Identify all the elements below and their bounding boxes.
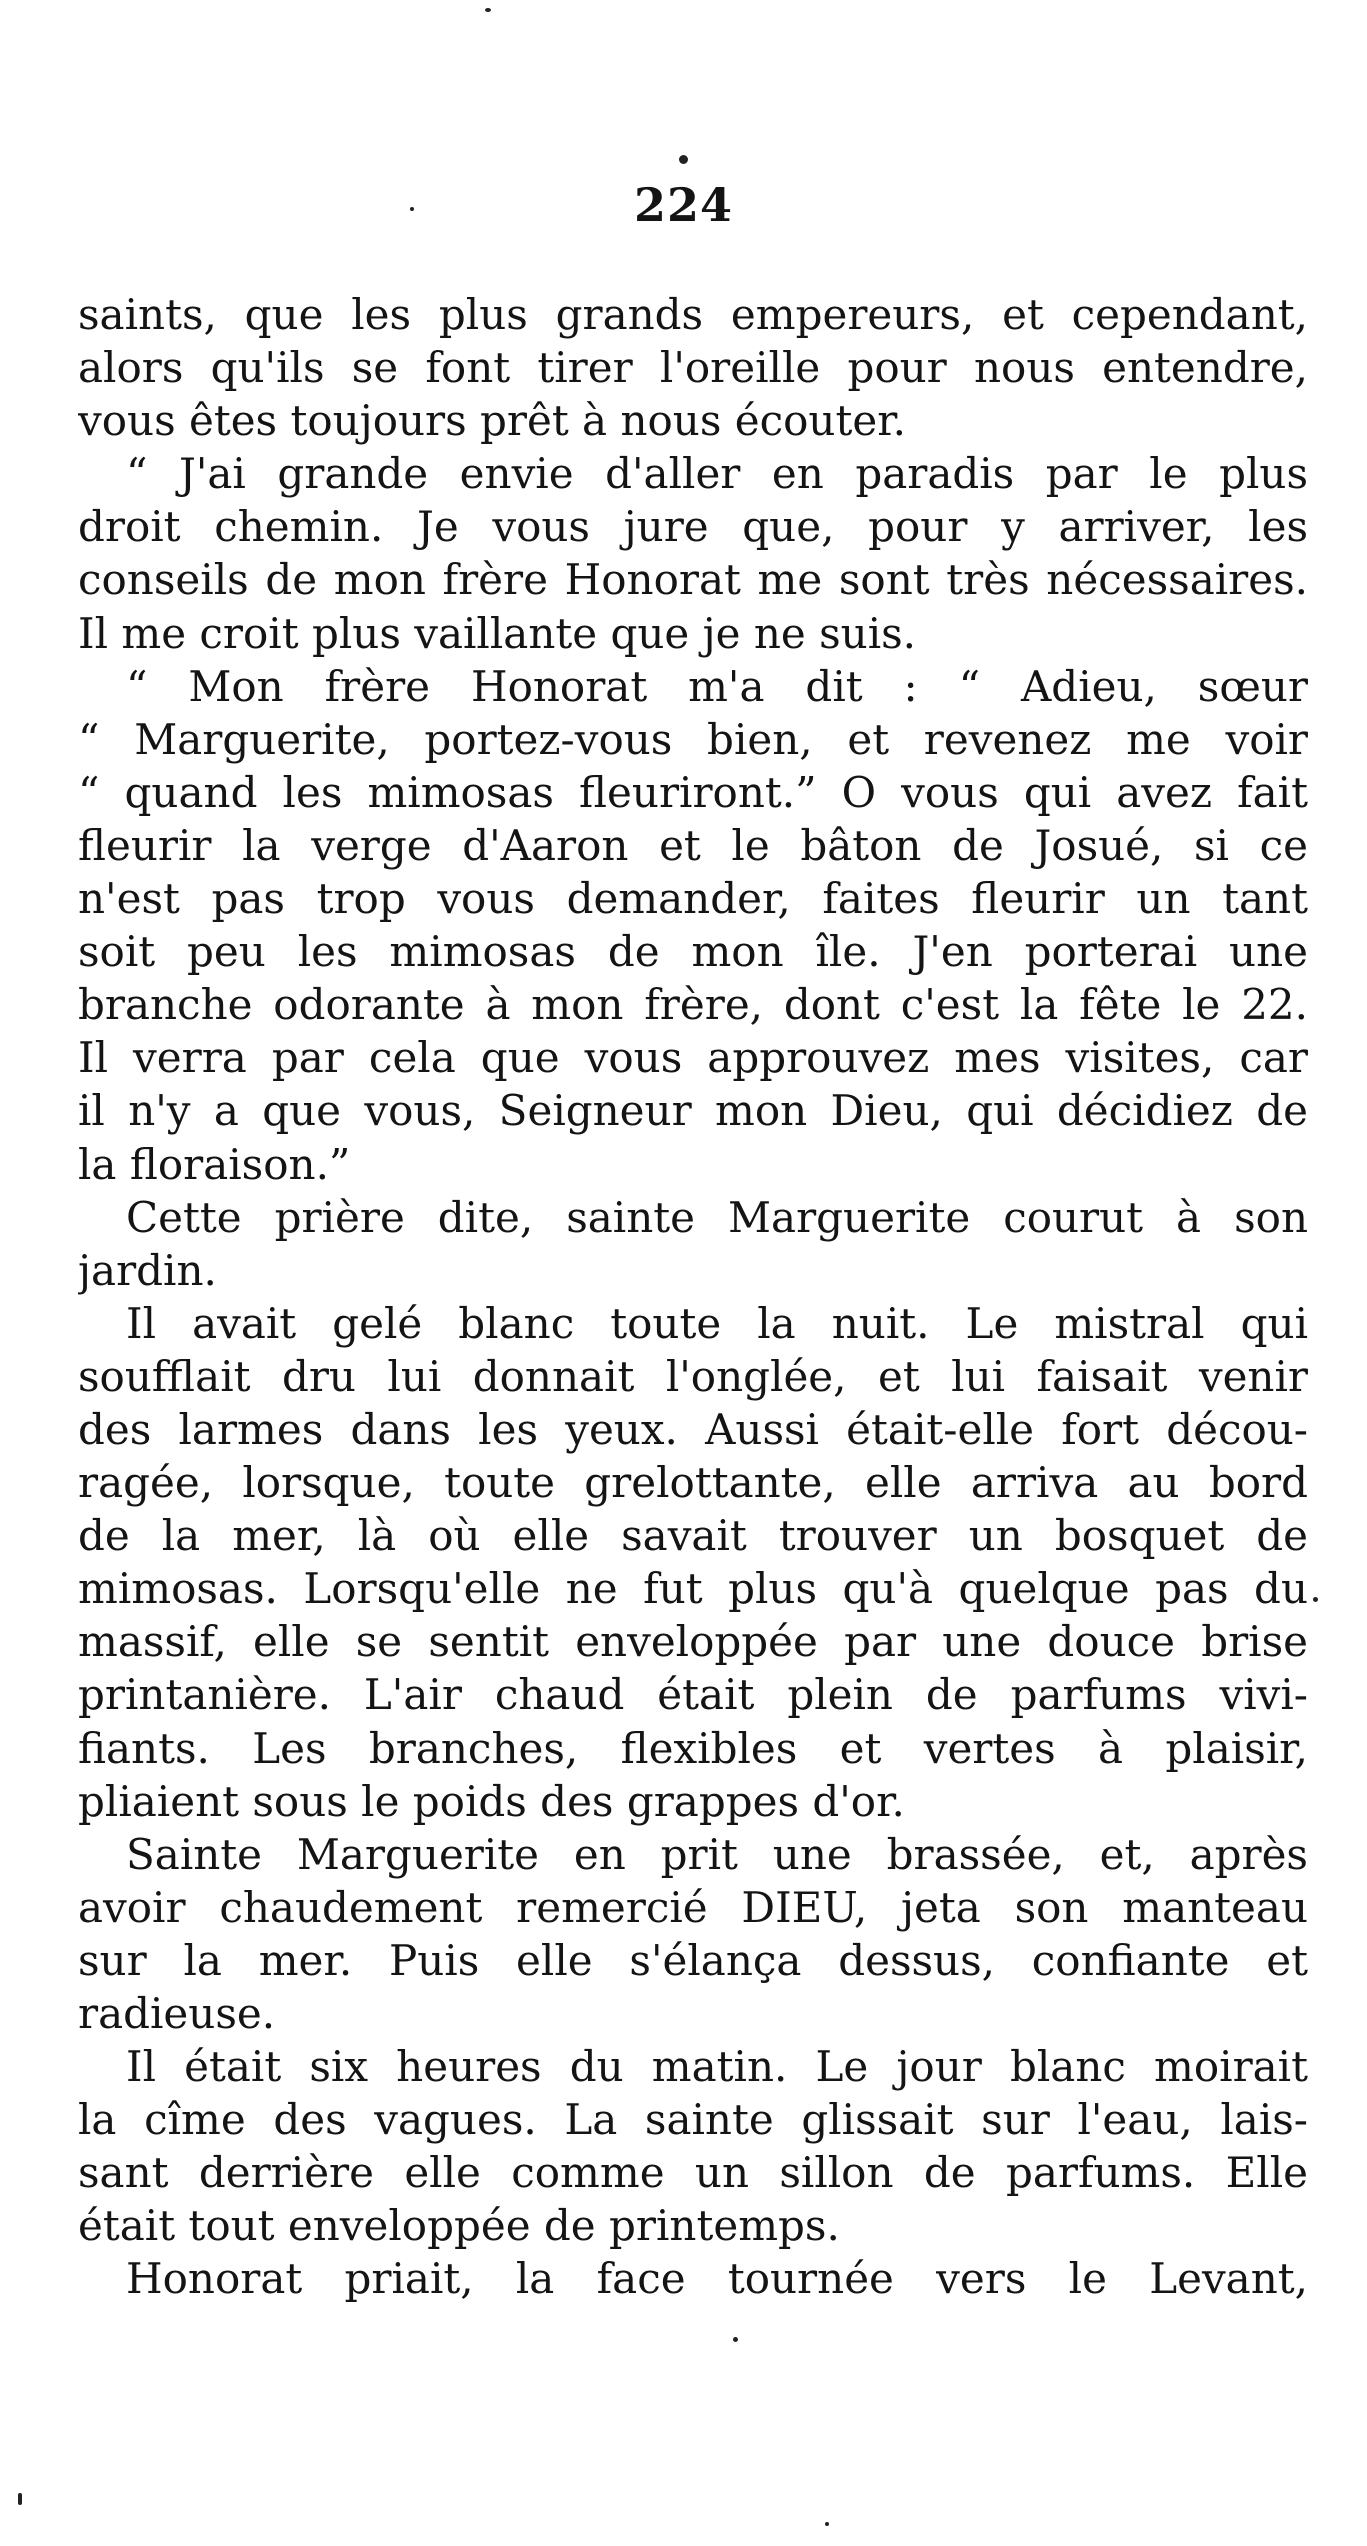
text-line: sur la mer. Puis elle s'élança dessus, confiante et [78, 1935, 1308, 1985]
text-line: Sainte Marguerite en prit une brassée, et, après [126, 1829, 1308, 1879]
text-line: n'est pas trop vous demander, faites fleurir un tant [78, 874, 1308, 924]
ink-speck [825, 2522, 829, 2526]
text-line: radieuse. [78, 1989, 276, 2038]
text-line: printanière. L'air chaud était plein de parfums vivi- [78, 1670, 1308, 1720]
text-line: Il me croit plus vaillante que je ne suis. [78, 608, 917, 658]
text-line: “ J'ai grande envie d'aller en paradis par le plus [126, 449, 1308, 499]
text-line: fleurir la verge d'Aaron et le bâton de Josué, si ce [78, 820, 1308, 870]
text-line: des larmes dans les yeux. Aussi était-elle fort décou- [78, 1404, 1308, 1454]
text-line: conseils de mon frère Honorat me sont très nécessaires. [78, 555, 1308, 605]
ink-speck [1313, 1597, 1318, 1602]
text-line: Il avait gelé blanc toute la nuit. Le mistral qui [126, 1298, 1308, 1348]
text-line: pliaient sous le poids des grappes d'or. [78, 1776, 905, 1826]
text-line: la cîme des vagues. La sainte glissait sur l'eau, lais- [78, 2095, 1308, 2145]
text-line: la floraison.” [78, 1139, 351, 1189]
text-line: était tout enveloppée de printemps. [78, 2201, 840, 2251]
text-line: saints, que les plus grands empereurs, et cependant, [78, 290, 1308, 339]
text-line: droit chemin. Je vous jure que, pour y arriver, les [78, 502, 1308, 552]
text-line: Il était six heures du matin. Le jour blanc moirait [126, 2042, 1308, 2092]
text-line: branche odorante à mon frère, dont c'est la fête le 22. [78, 980, 1308, 1030]
text-line: massif, elle se sentit enveloppée par une douce brise [78, 1617, 1308, 1667]
text-line: soit peu les mimosas de mon île. J'en porterai une [78, 927, 1308, 977]
text-line: alors qu'ils se font tirer l'oreille pour nous entendre, [78, 343, 1308, 393]
text-line: il n'y a que vous, Seigneur mon Dieu, qui décidiez de [78, 1086, 1308, 1136]
text-line: Honorat priait, la face tournée vers le Levant, [126, 2254, 1308, 2304]
ink-speck [485, 8, 491, 12]
text-line: “ Mon frère Honorat m'a dit : “ Adieu, sœur [126, 661, 1308, 711]
ink-speck [18, 2493, 22, 2505]
text-line: mimosas. Lorsqu'elle ne fut plus qu'à quelque pas du [78, 1564, 1308, 1614]
text-line: “ quand les mimosas fleuriront.” O vous qui avez fait [78, 767, 1308, 817]
page-text [78, 288, 1308, 2306]
text-line: vous êtes toujours prêt à nous écouter. [78, 396, 907, 446]
text-line: ragée, lorsque, toute grelottante, elle arriva au bord [78, 1458, 1308, 1508]
text-line: fiants. Les branches, flexibles et vertes à plaisir, [78, 1723, 1308, 1773]
ink-speck [733, 2337, 738, 2342]
text-line: “ Marguerite, portez-vous bien, et revenez me voir [78, 714, 1308, 764]
text-line: sant derrière elle comme un sillon de parfums. Elle [78, 2148, 1308, 2198]
page-number: 224 [633, 178, 734, 232]
text-line: avoir chaudement remercié DIEU, jeta son manteau [78, 1882, 1308, 1932]
text-line: jardin. [78, 1245, 217, 1295]
text-line: de la mer, là où elle savait trouver un bosquet de [78, 1511, 1308, 1561]
text-line: Il verra par cela que vous approuvez mes visites, car [78, 1033, 1308, 1083]
text-line: Cette prière dite, sainte Marguerite courut à son [126, 1192, 1308, 1242]
text-line: soufflait dru lui donnait l'onglée, et lui faisait venir [78, 1351, 1308, 1401]
ink-speck [679, 155, 688, 164]
